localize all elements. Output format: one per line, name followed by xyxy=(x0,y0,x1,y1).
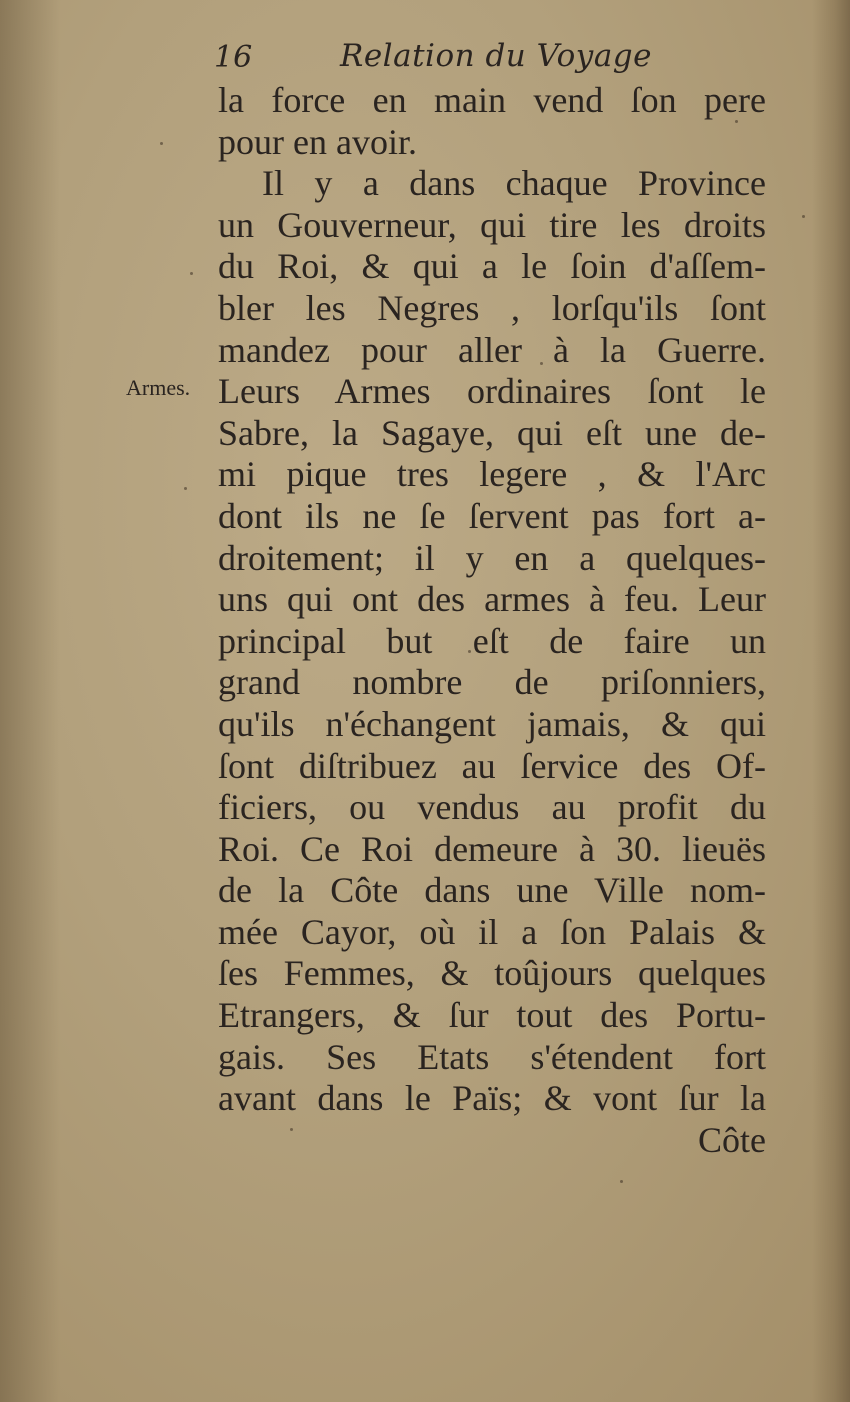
text-line: bler les Negres , lorſqu'ils ſont xyxy=(218,287,766,328)
running-title: Relation du Voyage xyxy=(340,38,652,74)
text-line: du Roi, & qui a le ſoin d'aſſem- xyxy=(218,246,766,287)
text-line: dont ils ne ſe ſervent pas fort a- xyxy=(218,495,766,536)
text-line: ſes Femmes, & toûjours quelques xyxy=(218,953,766,994)
text-line: principal but eſt de faire un xyxy=(218,620,766,661)
page-header xyxy=(214,38,734,84)
page-shadow-left xyxy=(0,0,60,1402)
page-edge-right xyxy=(812,0,850,1402)
text-line: uns qui ont des armes à feu. Leur xyxy=(218,579,766,620)
text-line: Roi. Ce Roi demeure à 30. lieuës xyxy=(218,828,766,869)
body-text xyxy=(218,80,766,1161)
catchword: Côte xyxy=(698,1119,766,1160)
text-line: ficiers, ou vendus au profit du xyxy=(218,787,766,828)
text-line: mi pique tres legere , & l'Arc xyxy=(218,454,766,495)
text-line: Sabre, la Sagaye, qui eſt une de- xyxy=(218,412,766,453)
text-line: Il y a dans chaque Province xyxy=(262,163,766,204)
text-line: mée Cayor, où il a ſon Palais & xyxy=(218,911,766,952)
text-line: gais. Ses Etats s'étendent fort xyxy=(218,1036,766,1077)
text-line: qu'ils n'échangent jamais, & qui xyxy=(218,703,766,744)
text-line: ſont diſtribuez au ſervice des Of- xyxy=(218,745,766,786)
page-number: 16 xyxy=(214,40,253,75)
text-line: Etrangers, & ſur tout des Portu- xyxy=(218,995,766,1036)
text-line: la force en main vend ſon pere xyxy=(218,80,766,120)
text-line: Leurs Armes ordinaires ſont le xyxy=(218,371,766,412)
text-line: mandez pour aller à la Guerre. xyxy=(218,329,766,370)
margin-note: Armes. xyxy=(126,375,191,400)
text-line: avant dans le Païs; & vont ſur la xyxy=(218,1078,766,1119)
text-line: un Gouverneur, qui tire les droits xyxy=(218,204,766,245)
text-line: grand nombre de priſonniers, xyxy=(218,662,766,703)
text-line: de la Côte dans une Ville nom- xyxy=(218,870,766,911)
text-line: pour en avoir. xyxy=(218,121,417,162)
text-line: droitement; il y en a quelques- xyxy=(218,537,766,578)
